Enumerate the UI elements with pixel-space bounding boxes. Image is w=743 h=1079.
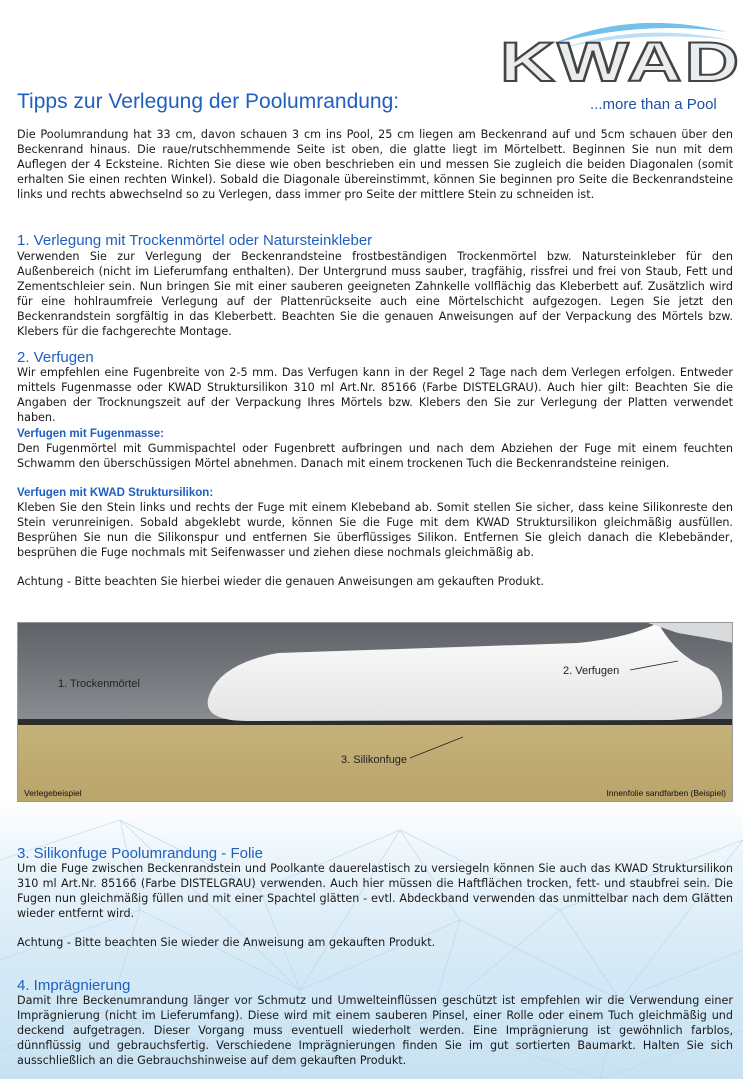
- section3-heading: 3. Silikonfuge Poolumrandung - Folie: [17, 845, 263, 862]
- logo-tagline: ...more than a Pool: [590, 96, 717, 113]
- section2-sub2-heading: Verfugen mit KWAD Struktursilikon:: [17, 487, 214, 499]
- section2-note: Achtung - Bitte beachten Sie hierbei wieder die genauen Anweisungen am gekauften Produkt.: [17, 575, 545, 588]
- diagram-caption-left: Verlegebeispiel: [24, 788, 82, 798]
- section3-note: Achtung - Bitte beachten Sie wieder die Anweisung am gekauften Produkt.: [17, 936, 436, 949]
- intro-text: Die Poolumrandung hat 33 cm, davon schauen 3 cm ins Pool, 25 cm liegen am Beckenrand auf und 5cm schauen über den Beckenrand hinaus. Die raue/rutschhemmende Seite ist oben, die glatte liegt im Mörtelbett. Beginnen Sie nun mit dem Auflegen der 4 Ecksteine. Richten Sie diese wie oben beschrieben ein und messen Sie zugleich die beiden Diagonalen (somit erhalten Sie einen rechten Winkel). Sobald die Diagonale übereinstimmt, können Sie beginnen pro Seite die Beckenrandsteine links und rechts abwechselnd so zu Verlegen, dass immer pro Seite der mittlere Stein zu schneiden ist.: [17, 128, 733, 201]
- section4-text: Damit Ihre Beckenumrandung länger vor Schmutz und Umwelteinflüssen geschützt ist empfehlen wir die Verwendung einer Imprägnierung (nicht im Lieferumfang). Diese wird mit einem sauberen Pinsel, einer Rolle oder einem Tuch gleichmäßig und deckend aufgetragen. Dieser Vorgang muss eventuell wiederholt werden. Eine Imprägnierung ist gewöhnlich farblos, dünnflüssig und gebrauchsfertig. Verschiedene Imprägnierungen finden Sie im gut sortierten Baumarkt. Halten Sie sich ausschließlich an die Gebrauchshinweise auf dem gekauften Produkt.: [17, 994, 733, 1067]
- diagram-label-trockenmoertel: 1. Trockenmörtel: [58, 678, 140, 690]
- section1-heading: 1. Verlegung mit Trockenmörtel oder Natursteinkleber: [17, 232, 373, 249]
- diagram-label-silikonfuge: 3. Silikonfuge: [341, 754, 408, 766]
- section2-sub1-heading: Verfugen mit Fugenmasse:: [17, 428, 164, 440]
- section2-sub1-text: Den Fugenmörtel mit Gummispachtel oder Fugenbrett aufbringen und nach dem Abziehen der Fuge mit einem feuchten Schwamm den überschüssigen Mörtel abnehmen. Danach mit einem trockenen Tuch die Beckenrandsteine reinigen.: [17, 442, 733, 470]
- logo-wordmark: KWAD: [500, 30, 742, 93]
- section4-heading: 4. Imprägnierung: [17, 977, 131, 994]
- section3-text: Um die Fuge zwischen Beckenrandstein und Poolkante dauerelastisch zu versiegeln können Sie auch das KWAD Struktursilikon 310 ml Art.Nr. 85166 (Farbe DISTELGRAU) verwenden. Auch hier müssen die Haftflächen trocken, fett- und staubfrei sein. Die Fugen nun gleichmäßig füllen und mit einer Spachtel glätten - evtl. Abdeckband verwenden das unmittelbar nach dem Glätten wieder entfernt wird.: [17, 862, 733, 920]
- section2-text: Wir empfehlen eine Fugenbreite von 2-5 mm. Das Verfugen kann in der Regel 2 Tage nach dem Verlegen erfolgen. Entweder mittels Fugenmasse oder KWAD Struktursilikon 310 ml Art.Nr. 85166 (Farbe DISTELGRAU). Auch hier gilt: Beachten Sie die Angaben der Trocknungszeit auf der Verpackung Ihres Mörtels bzw. Klebers den Sie zur Verlegung der Platten verwendet haben.: [17, 366, 733, 424]
- section1-text: Verwenden Sie zur Verlegung der Beckenrandsteine frostbeständigen Trockenmörtel bzw. Natursteinkleber für den Außenbereich (nicht im Lieferumfang enthalten). Der Untergrund muss sauber, tragfähig, rissfrei und frei von Staub, Fett und Zementschleier sein. Nun bringen Sie mit einer sauberen geeigneten Zahnkelle vollflächig das Kleberbett auf. Zusätzlich wird für eine hohlraumfreie Verlegung auf der Plattenrückseite auch eine Mörtelschicht aufgezogen. Legen Sie jetzt den Beckenrandstein sorgfältig in das Kleberbett. Beachten Sie die genauen Anweisungen auf der Verpackung des Mörtels bzw. Klebers für die fachgerechte Montage.: [17, 250, 733, 338]
- kwad-logo: [492, 14, 742, 114]
- section2-heading: 2. Verfugen: [17, 349, 94, 366]
- installation-diagram: [17, 622, 733, 802]
- diagram-label-verfugen: 2. Verfugen: [563, 665, 620, 677]
- diagram-caption-right: Innenfolie sandfarben (Beispiel): [606, 788, 726, 798]
- section2-sub2-text: Kleben Sie den Stein links und rechts der Fuge mit einem Klebeband ab. Somit stellen Sie sicher, dass keine Silikonreste den Stein verunreinigen. Sobald abgeklebt wurde, können Sie die Fuge mit dem KWAD Struktursilikon gleichmäßig ausfüllen. Besprühen Sie nun die Silikonspur und entfernen Sie überflüssiges Silikon. Entfernen Sie gleich danach die Klebebänder, besprühen die Fuge nochmals mit Seifenwasser und ziehen diese nochmals gleichmäßig ab.: [17, 501, 733, 559]
- page-title: Tipps zur Verlegung der Poolumrandung:: [17, 90, 400, 113]
- diagram-pointer-lines: [18, 623, 733, 802]
